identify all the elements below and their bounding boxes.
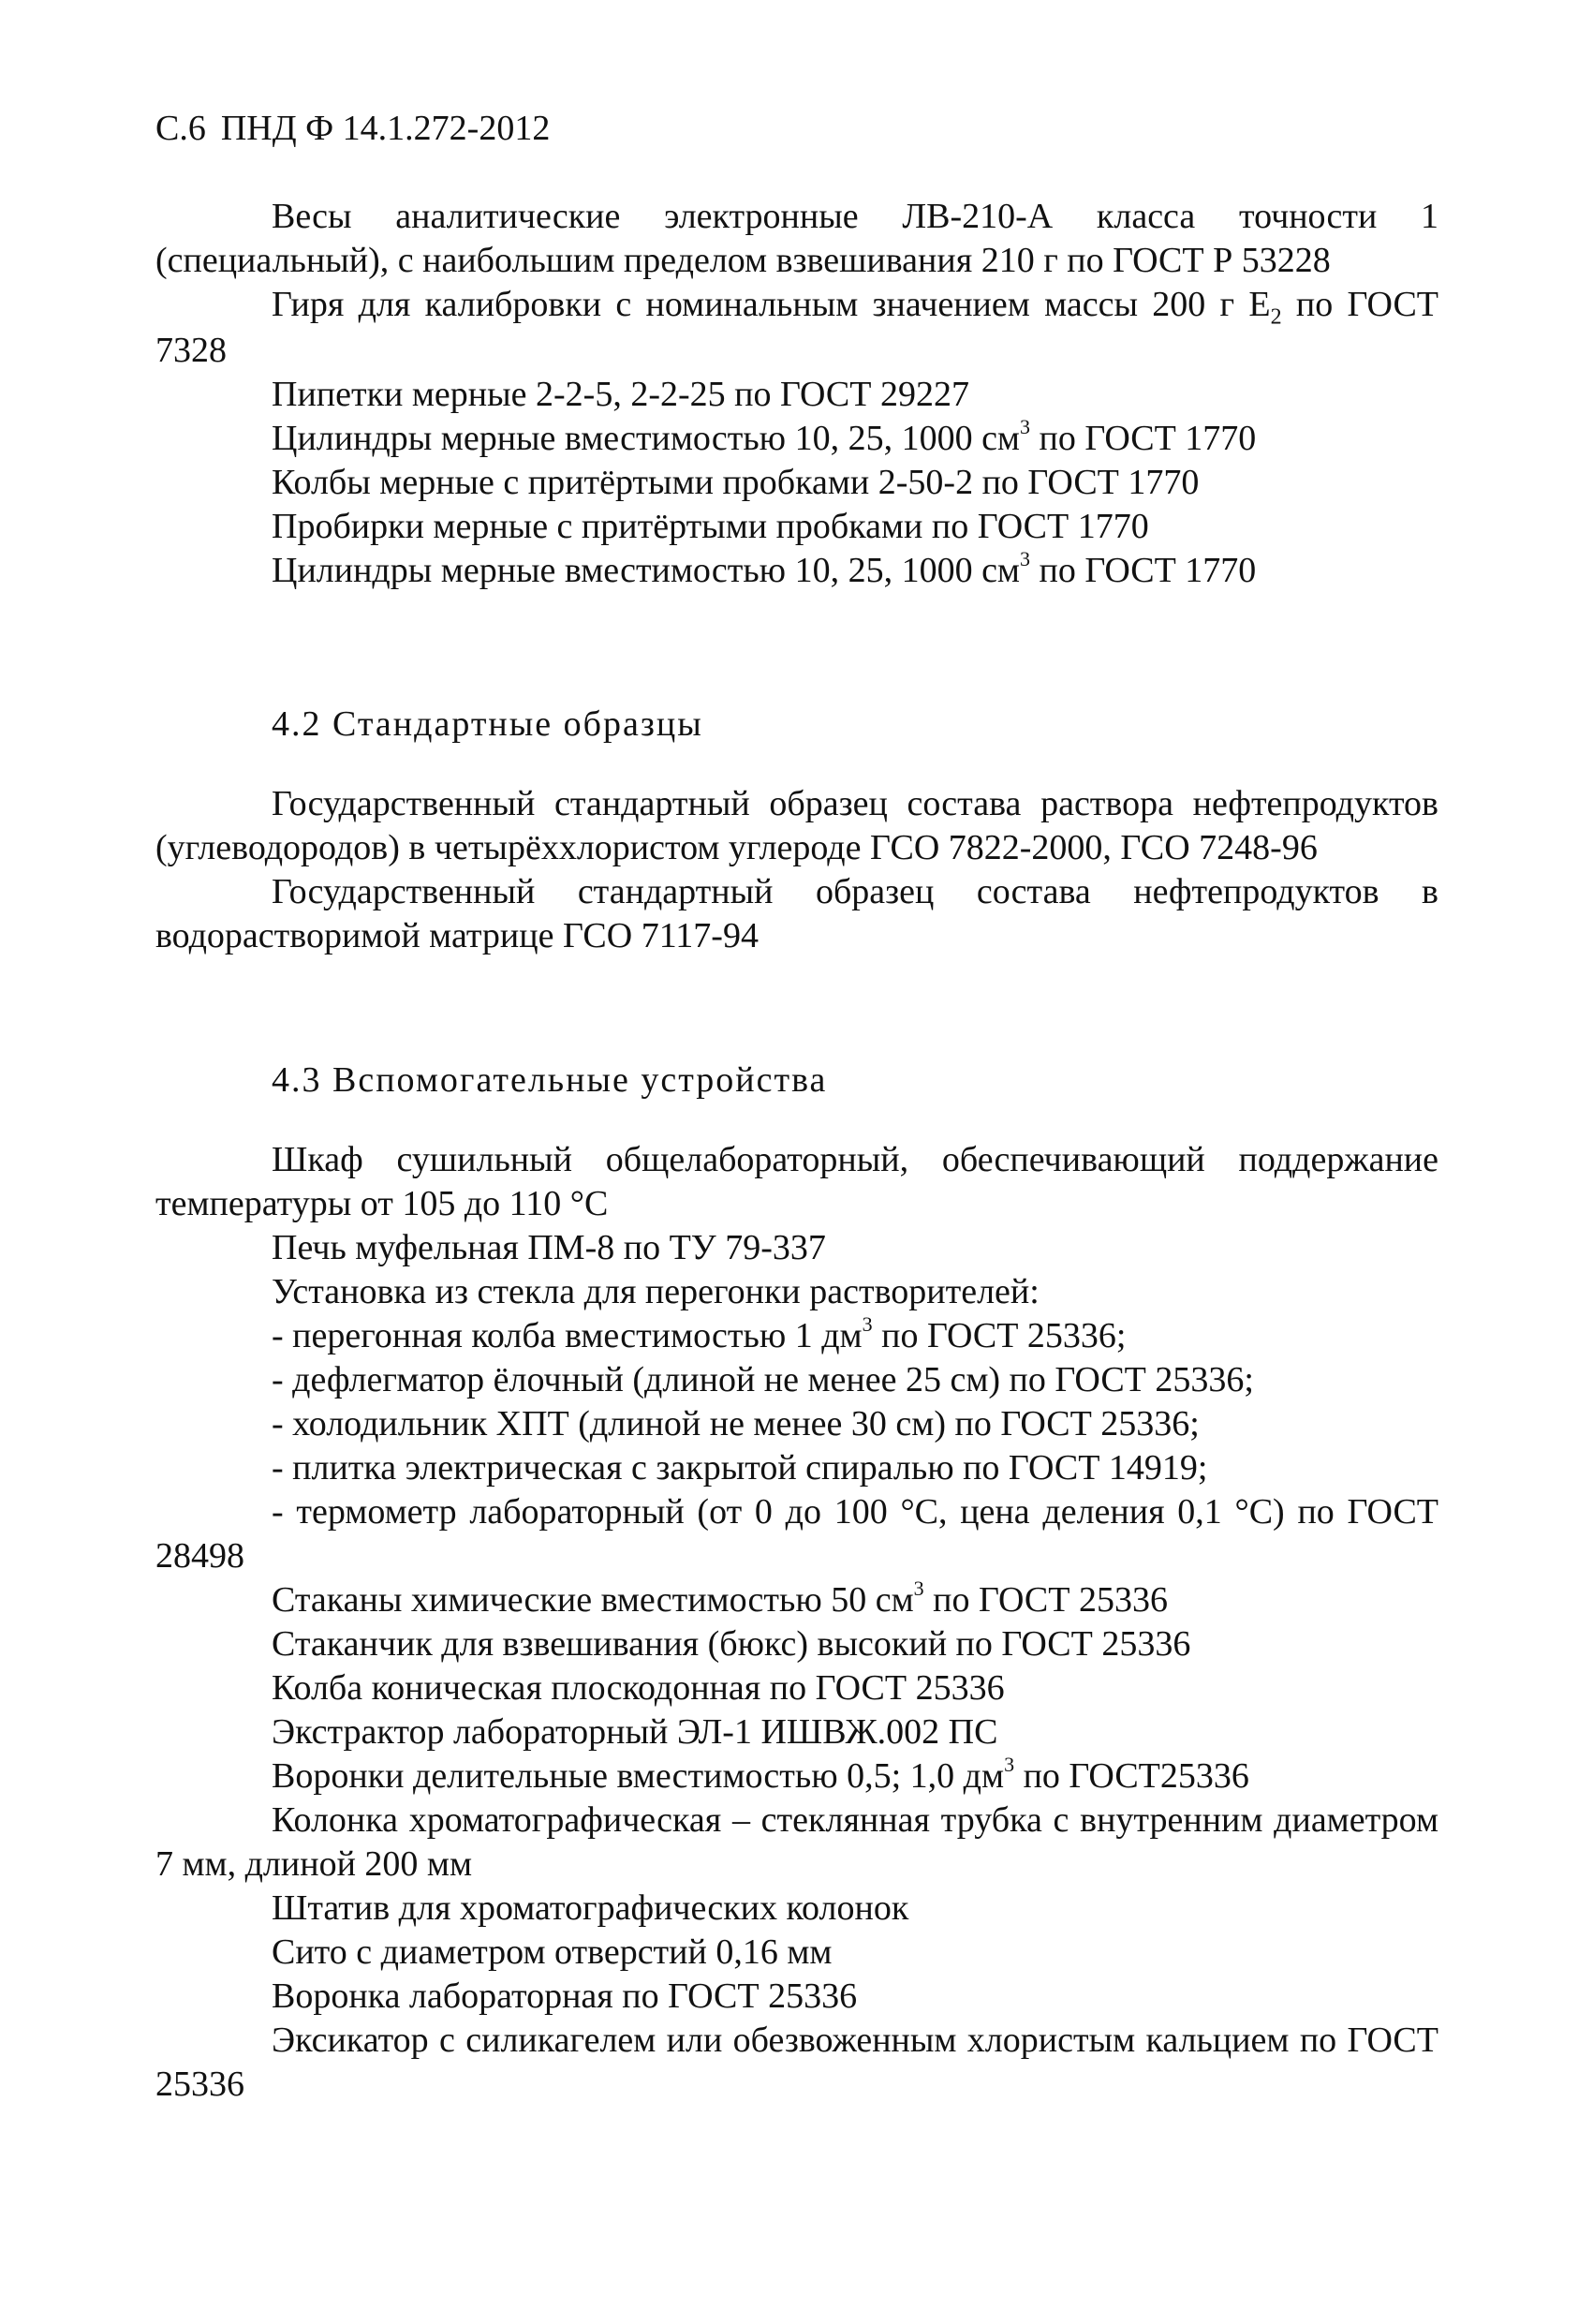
paragraph: Государственный стандартный образец состава нефтепродуктов в водорастворимой матрице ГСО 7117-94 bbox=[155, 872, 1438, 955]
list-item: Стаканы химические вместимостью 50 $см^3$ по ГОСТ 25336 bbox=[272, 1576, 1168, 1620]
paragraph: Государственный стандартный образец состава раствора нефтепродуктов (углеводородов) в четырёххлористом углероде ГСО 7822-2000, ГСО 7248-96 bbox=[155, 784, 1438, 867]
list-item: Шкаф сушильный общелабораторный, обеспечивающий поддержание температуры от 105 до 110 °С bbox=[155, 1140, 1438, 1223]
list-item: Цилиндры мерные вместимостью 10, 25, 1000 $см^3$ по ГОСТ 1770 bbox=[272, 414, 1257, 458]
section-4-2 bbox=[155, 703, 1438, 958]
list-item: Стаканчик для взвешивания (бюкс) высокий по ГОСТ 25336 bbox=[272, 1624, 1191, 1664]
page-header bbox=[155, 111, 565, 146]
list-item: - плитка электрическая с закрытой спиралью по ГОСТ 14919; bbox=[272, 1448, 1208, 1488]
list-item: - холодильник ХПТ (длиной не менее 30 см) по ГОСТ 25336; bbox=[272, 1404, 1200, 1443]
list-item: Установка из стекла для перегонки растворителей: bbox=[272, 1272, 1040, 1311]
list-item: Цилиндры мерные вместимостью 10, 25, 1000 $см^3$ по ГОСТ 1770 bbox=[272, 546, 1257, 590]
section-heading: 4.2 Стандартные образцы bbox=[272, 704, 703, 744]
page-number: С.6 bbox=[155, 109, 206, 148]
list-item: Гиря для калибровки с номинальным значением массы 200 г $Е_2$ по ГОСТ 7328 bbox=[155, 285, 1438, 370]
list-item: Сито с диаметром отверстий 0,16 мм bbox=[272, 1932, 833, 1972]
section-4-3 bbox=[155, 1058, 1438, 2107]
list-item: Эксикатор с силикагелем или обезвоженным хлористым кальцием по ГОСТ 25336 bbox=[155, 2021, 1438, 2104]
list-item: Весы аналитические электронные ЛВ-210-А класса точности 1 (специальный), с наибольшим пределом взвешивания 210 г по ГОСТ Р 53228 bbox=[155, 197, 1438, 280]
section-heading: 4.3 Вспомогательные устройства bbox=[272, 1060, 828, 1100]
document-code: ПНД Ф 14.1.272-2012 bbox=[220, 109, 551, 148]
list-item: Пробирки мерные с притёртыми пробками по ГОСТ 1770 bbox=[272, 506, 1149, 546]
list-item: - термометр лабораторный (от 0 до 100 °С, цена деления 0,1 °С) по ГОСТ 28498 bbox=[155, 1492, 1438, 1576]
list-item: Колонка хроматографическая – стеклянная трубка с внутренним диаметром 7 мм, длиной 200 мм bbox=[155, 1800, 1438, 1884]
list-item: Колбы мерные с притёртыми пробками 2-50-2 по ГОСТ 1770 bbox=[272, 462, 1200, 502]
list-item: Печь муфельная ПМ-8 по ТУ 79-337 bbox=[272, 1228, 826, 1267]
list-item: - перегонная колба вместимостью 1 $дм^3$ по ГОСТ 25336; bbox=[272, 1312, 1127, 1355]
list-item: Колба коническая плоскодонная по ГОСТ 25336 bbox=[272, 1668, 1005, 1708]
list-item: Экстрактор лабораторный ЭЛ-1 ИШВЖ.002 ПС bbox=[272, 1712, 998, 1752]
list-item: Штатив для хроматографических колонок bbox=[272, 1888, 909, 1928]
list-item: Пипетки мерные 2-2-5, 2-2-25 по ГОСТ 29227 bbox=[272, 374, 969, 414]
list-item: Воронка лабораторная по ГОСТ 25336 bbox=[272, 1976, 858, 2016]
equipment-list bbox=[155, 195, 1438, 593]
list-item: - дефлегматор ёлочный (длиной не менее 25 см) по ГОСТ 25336; bbox=[272, 1360, 1254, 1399]
list-item: Воронки делительные вместимостью 0,5; 1,0 $дм^3$ по ГОСТ25336 bbox=[272, 1753, 1249, 1796]
